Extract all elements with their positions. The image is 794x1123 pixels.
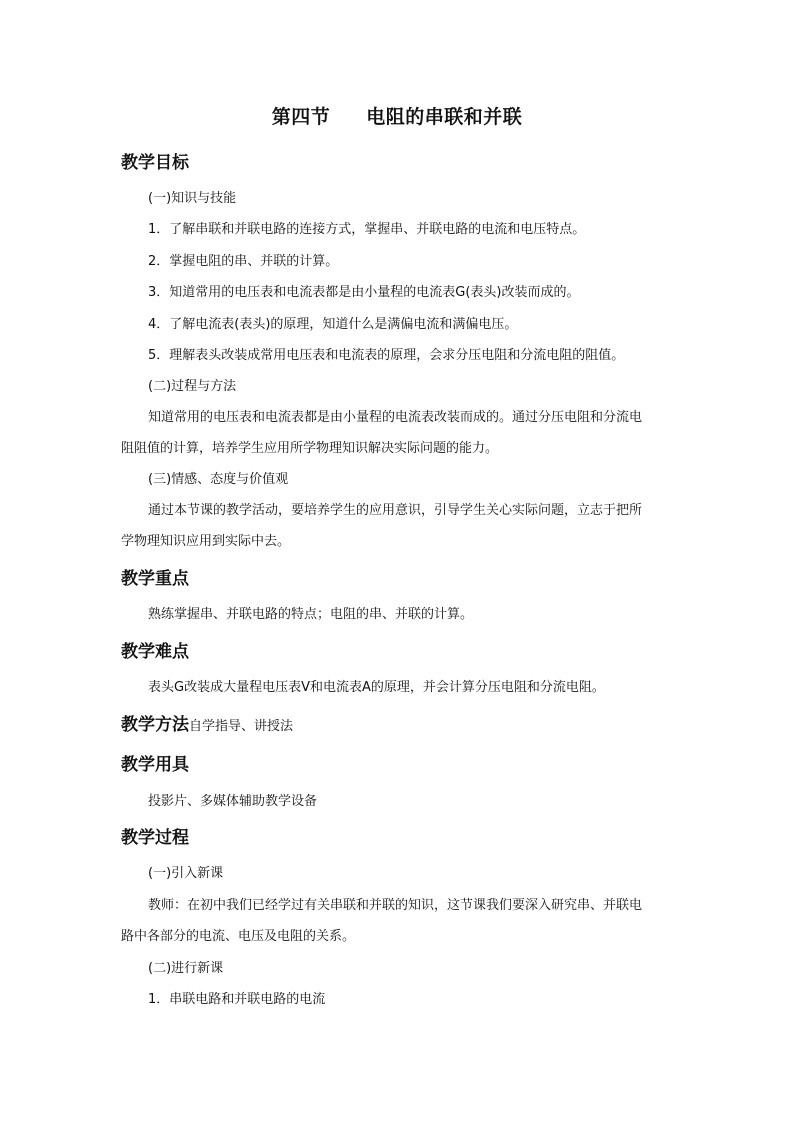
process-intro-text-line2: 路中各部分的电流、电压及电阻的关系。 — [121, 929, 356, 944]
process-intro-label: (一)引入新课 — [148, 866, 224, 881]
objective-item: 4．了解电流表(表头)的原理，知道什么是满偏电流和满偏电压。 — [148, 317, 518, 332]
lesson-section-number: 第四节 — [271, 106, 331, 128]
heading-tools: 教学用具 — [121, 755, 189, 775]
process-new-lesson-item: 1．串联电路和并联电路的电流 — [148, 992, 326, 1007]
objective-item: 1．了解串联和并联电路的连接方式，掌握串、并联电路的电流和电压特点。 — [148, 222, 586, 237]
lesson-title — [0, 102, 794, 129]
heading-methods — [121, 710, 293, 735]
objectives-attitude-text-line1: 通过本节课的教学活动，要培养学生的应用意识，引导学生关心实际问题，立志于把所 — [148, 503, 643, 518]
tools-text: 投影片、多媒体辅助教学设备 — [148, 794, 318, 809]
process-intro-text-line1: 教师：在初中我们已经学过有关串联和并联的知识，这节课我们要深入研究串、并联电 — [148, 898, 643, 913]
methods-text: 自学指导、讲授法 — [189, 719, 294, 734]
objective-item: 3．知道常用的电压表和电流表都是由小量程的电流表G(表头)改装而成的。 — [148, 285, 580, 300]
process-new-lesson-label: (二)进行新课 — [148, 961, 224, 976]
heading-objectives: 教学目标 — [121, 153, 189, 173]
objectives-attitude-label: (三)情感、态度与价值观 — [148, 472, 289, 487]
objectives-process-text-line1: 知道常用的电压表和电流表都是由小量程的电流表改装而成的。通过分压电阻和分流电 — [148, 410, 643, 425]
objectives-process-label: (二)过程与方法 — [148, 379, 237, 394]
lesson-section-name: 电阻的串联和并联 — [366, 106, 523, 128]
objective-item: 2．掌握电阻的串、并联的计算。 — [148, 254, 339, 269]
objective-item: 5．理解表头改装成常用电压表和电流表的原理，会求分压电阻和分流电阻的阻值。 — [148, 348, 625, 363]
heading-difficulties: 教学难点 — [121, 642, 189, 662]
difficulties-text: 表头G改装成大量程电压表V和电流表A的原理，并会计算分压电阻和分流电阻。 — [148, 680, 605, 695]
heading-process: 教学过程 — [121, 828, 189, 848]
key-points-text: 熟练掌握串、并联电路的特点；电阻的串、并联的计算。 — [148, 607, 474, 622]
objectives-knowledge-label: (一)知识与技能 — [148, 191, 237, 206]
objectives-attitude-text-line2: 学物理知识应用到实际中去。 — [121, 534, 291, 549]
heading-methods-label: 教学方法 — [121, 715, 189, 735]
heading-key-points: 教学重点 — [121, 569, 189, 589]
objectives-process-text-line2: 阻阻值的计算，培养学生应用所学物理知识解决实际问题的能力。 — [121, 441, 499, 456]
